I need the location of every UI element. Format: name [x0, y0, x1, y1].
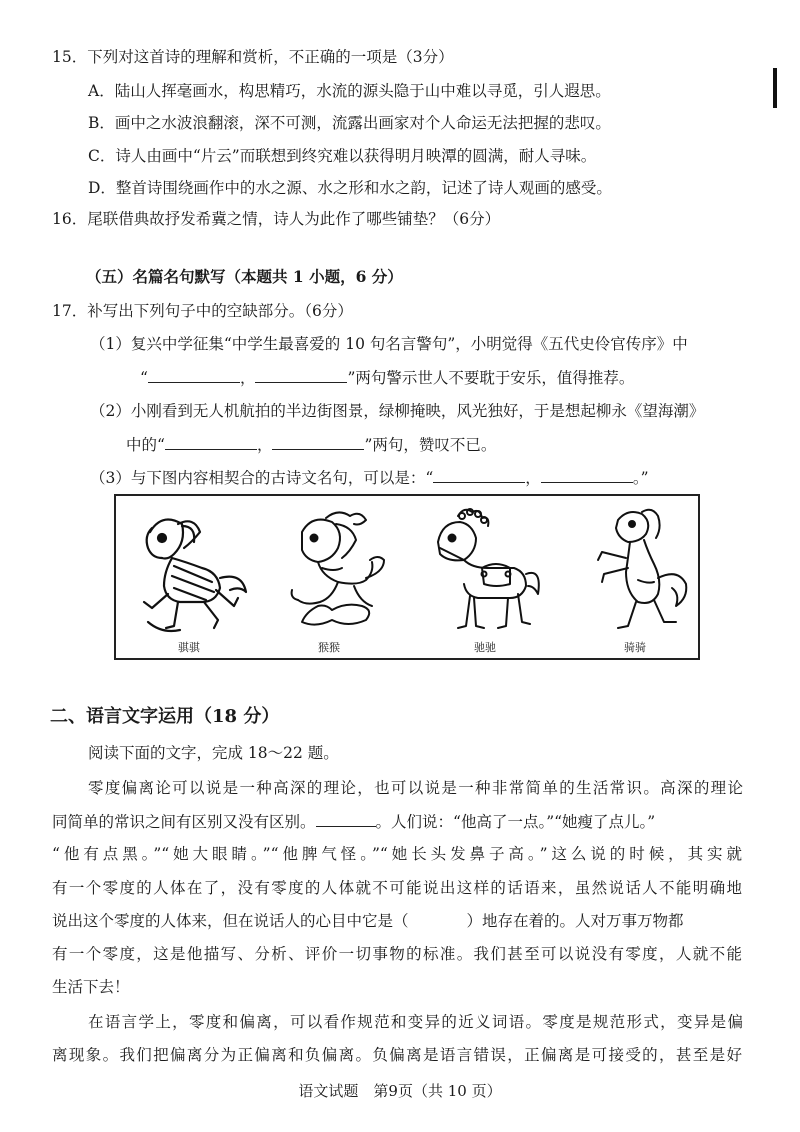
quote-open: 中的“: [126, 436, 165, 454]
horse-illustration-2: [262, 502, 392, 642]
horse-illustration-figure: [114, 494, 700, 660]
section-2-title: 二、语言文字运用（18 分）: [50, 706, 280, 727]
horse-illustration-1: [122, 502, 252, 642]
section-5-title: （五）名篇名句默写（本题共 1 小题，6 分）: [86, 267, 403, 286]
passage-line-7: 生活下去！: [52, 978, 130, 996]
question-17-item-3: [90, 466, 649, 489]
question-17-item-2-line-2: [126, 433, 496, 456]
passage-blank[interactable]: [316, 810, 376, 827]
comma: ，: [525, 469, 541, 487]
horse-label-4: 骑骑: [624, 641, 646, 654]
question-15-stem: 15．下列对这首诗的理解和赏析，不正确的一项是（3分）: [52, 48, 454, 66]
scan-edge-mark: [773, 68, 777, 108]
passage-line-3: “他有点黑。”“她大眼睛。”“他脾气怪。”“她长头发鼻子高。”这么说的时候，其实就: [52, 845, 742, 863]
answer-blank-4[interactable]: [272, 433, 364, 450]
question-15-option-c: C．诗人由画中“片云”而联想到终究难以获得明月映潭的圆满，耐人寻味。: [88, 147, 597, 165]
horse-label-1: 骐骐: [178, 641, 200, 654]
passage-line-2: 同简单的常识之间有区别又没有区别。 。人们说：“他高了一点。”“她瘦了点儿。”: [52, 810, 742, 833]
passage-p2-line-2: 离现象。我们把偏离分为正偏离和负偏离。负偏离是语言错误，正偏离是可接受的，甚至是好: [52, 1046, 742, 1064]
question-15-option-a: A．陆山人挥毫画水，构思精巧，水流的源头隐于山中难以寻觅，引人遐思。: [88, 82, 611, 100]
comma: ，: [239, 369, 256, 387]
passage-line-1: 零度偏离论可以说是一种高深的理论，也可以说是一种非常简单的生活常识。高深的理论: [88, 779, 743, 797]
answer-blank-5[interactable]: [433, 466, 525, 483]
horse-illustration-3: [418, 502, 548, 642]
passage-line-5: 说出这个零度的人体来，但在说话人的心目中它是（ ）地存在着的。人对万事万物都: [52, 912, 684, 930]
section-2-intro: 阅读下面的文字，完成 18～22 题。: [88, 744, 339, 762]
item-2-tail: ”两句，赞叹不已。: [364, 436, 497, 454]
item-3-lead: （3）与下图内容相契合的古诗文名句，可以是：“: [90, 469, 434, 487]
quote-open: “: [140, 369, 148, 387]
horse-illustration-4: [568, 502, 698, 642]
question-16-stem: 16．尾联借典故抒发希冀之情，诗人为此作了哪些铺垫？（6分）: [52, 210, 501, 228]
passage-line-6: 有一个零度，这是他描写、分析、评价一切事物的标准。我们甚至可以说没有零度，人就不能: [52, 945, 742, 963]
answer-blank-3[interactable]: [165, 433, 257, 450]
item-1-tail: ”两句警示世人不要耽于安乐，值得推荐。: [347, 369, 635, 387]
question-15-option-b: B．画中之水波浪翻滚，深不可测，流露出画家对个人命运无法把握的悲叹。: [88, 114, 611, 132]
horse-label-3: 驰驰: [474, 641, 496, 654]
question-17-item-2-line-1: （2）小刚看到无人机航拍的半边街图景，绿柳掩映，风光独好，于是想起柳永《望海潮》: [90, 402, 705, 420]
question-15-option-d: D．整首诗围绕画作中的水之源、水之形和水之韵，记述了诗人观画的感受。: [88, 179, 612, 197]
passage-p2-line-1: 在语言学上，零度和偏离，可以看作规范和变异的近义词语。零度是规范形式，变异是偏: [88, 1013, 743, 1031]
question-17-stem: 17．补写出下列句子中的空缺部分。（6分）: [52, 302, 353, 320]
page-footer: 语文试题 第9页（共 10 页）: [298, 1082, 502, 1100]
question-17-item-1-line-1: （1）复兴中学征集“中学生最喜爱的 10 句名言警句”，小明觉得《五代史伶官传序》中: [90, 335, 688, 353]
horse-label-2: 猴猴: [318, 641, 340, 654]
item-3-tail: 。”: [632, 469, 649, 487]
question-17-item-1-line-2: [140, 366, 634, 389]
answer-blank-6[interactable]: [541, 466, 633, 483]
answer-blank-2[interactable]: [255, 366, 347, 383]
passage-line-4: 有一个零度的人体在了，没有零度的人体就不可能说出这样的话语来，虽然说话人不能明确地: [52, 879, 742, 897]
answer-blank-1[interactable]: [148, 366, 240, 383]
comma: ，: [256, 436, 273, 454]
